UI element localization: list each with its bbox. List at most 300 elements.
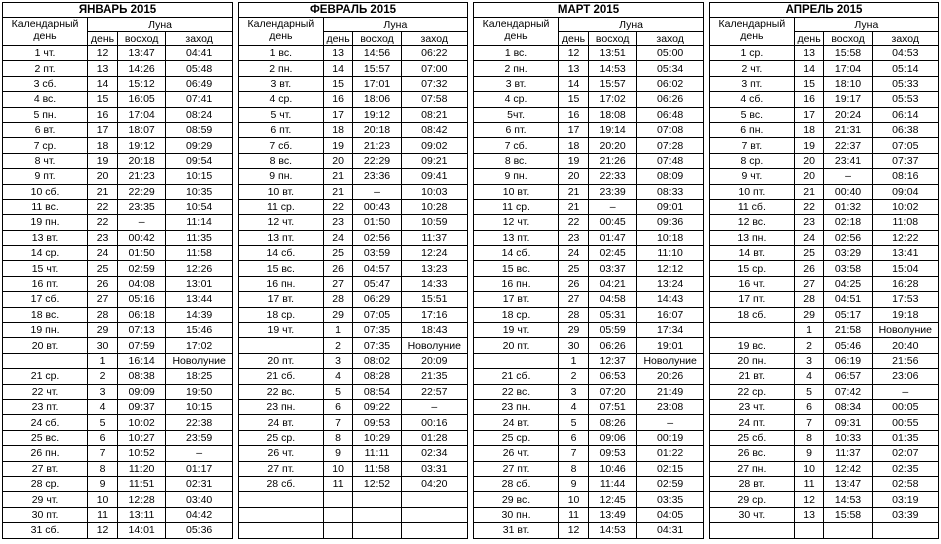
moonrise-cell: 06:57 bbox=[824, 369, 872, 384]
table-row bbox=[710, 492, 939, 507]
calendar-day-cell: 23 пн. bbox=[239, 399, 324, 414]
calendar-day-cell: 2 пн. bbox=[239, 61, 324, 76]
lunar-day-cell: 9 bbox=[559, 476, 589, 491]
moonrise-cell: 13:51 bbox=[588, 46, 636, 61]
lunar-day-cell: 6 bbox=[323, 399, 353, 414]
lunar-day-cell: 27 bbox=[559, 292, 589, 307]
table-row bbox=[3, 61, 233, 76]
calendar-day-cell: 18 сб. bbox=[710, 307, 795, 322]
table-row bbox=[710, 476, 939, 491]
table-row bbox=[474, 92, 704, 107]
calendar-day-cell: 8 чт. bbox=[3, 153, 88, 168]
table-row bbox=[3, 46, 233, 61]
moonrise-cell: 07:05 bbox=[353, 307, 401, 322]
calendar-day-cell: 29 ср. bbox=[710, 492, 795, 507]
calendar-day-cell: 21 сб. bbox=[239, 369, 324, 384]
calendar-day-cell: 8 ср. bbox=[710, 153, 795, 168]
lunar-day-cell: 10 bbox=[559, 492, 589, 507]
moonrise-header: восход bbox=[824, 32, 872, 46]
table-row bbox=[474, 169, 704, 184]
moonrise-cell: 08:02 bbox=[353, 353, 401, 368]
moonrise-cell: 06:26 bbox=[588, 338, 636, 353]
calendar-day-cell: 8 вс. bbox=[474, 153, 559, 168]
moonrise-cell: 04:08 bbox=[117, 276, 165, 291]
moonset-cell: 20:40 bbox=[872, 338, 938, 353]
moonset-cell: 10:54 bbox=[166, 199, 233, 214]
moonrise-cell: 11:20 bbox=[117, 461, 165, 476]
moonrise-cell: 05:17 bbox=[824, 307, 872, 322]
moonset-cell: 07:48 bbox=[637, 153, 704, 168]
lunar-day-cell: 20 bbox=[794, 169, 824, 184]
table-row bbox=[474, 384, 704, 399]
moonset-cell: 02:15 bbox=[637, 461, 704, 476]
calendar-day-cell: 26 вс. bbox=[710, 446, 795, 461]
calendar-day-cell: 26 чт. bbox=[474, 446, 559, 461]
moonrise-cell: 23:41 bbox=[824, 153, 872, 168]
table-row bbox=[710, 369, 939, 384]
moonset-cell: 12:22 bbox=[872, 230, 938, 245]
table-row bbox=[474, 323, 704, 338]
table-row bbox=[474, 138, 704, 153]
table-row bbox=[3, 292, 233, 307]
month-title: АПРЕЛЬ 2015 bbox=[710, 3, 939, 18]
calendar-day-header-line1: Календарный bbox=[718, 18, 786, 30]
table-row bbox=[239, 307, 468, 322]
moonset-cell: 15:04 bbox=[872, 261, 938, 276]
calendar-day-cell: 20 пт. bbox=[239, 353, 324, 368]
table-row bbox=[710, 415, 939, 430]
calendar-day-cell: 16 пт. bbox=[3, 276, 88, 291]
lunar-day-cell: 23 bbox=[88, 230, 118, 245]
calendar-day-cell: 15 вс. bbox=[474, 261, 559, 276]
lunar-day-cell: 21 bbox=[323, 184, 353, 199]
calendar-day-cell: 30 пт. bbox=[3, 507, 88, 522]
table-row bbox=[474, 46, 704, 61]
moonset-cell: 09:29 bbox=[166, 138, 233, 153]
moonset-cell: 23:08 bbox=[637, 399, 704, 414]
calendar-day-cell: 16 чт. bbox=[710, 276, 795, 291]
lunar-day-cell: 30 bbox=[88, 338, 118, 353]
moonrise-cell: 13:47 bbox=[117, 46, 165, 61]
lunar-day-cell: 16 bbox=[559, 107, 589, 122]
moonset-cell bbox=[401, 523, 467, 538]
moonrise-cell: 04:51 bbox=[824, 292, 872, 307]
table-row bbox=[3, 384, 233, 399]
calendar-day-cell: 26 пн. bbox=[3, 446, 88, 461]
moonrise-cell: 18:06 bbox=[353, 92, 401, 107]
lunar-day-cell: 13 bbox=[323, 46, 353, 61]
calendar-day-header-line1: Календарный bbox=[482, 18, 550, 30]
moonrise-cell: 01:32 bbox=[824, 199, 872, 214]
moonset-cell: 05:33 bbox=[872, 76, 938, 91]
moonrise-cell: 00:40 bbox=[824, 184, 872, 199]
table-row bbox=[3, 76, 233, 91]
table-row bbox=[474, 507, 704, 522]
lunar-day-cell: 21 bbox=[88, 184, 118, 199]
lunar-day-cell: 1 bbox=[794, 323, 824, 338]
table-row bbox=[710, 323, 939, 338]
lunar-day-cell: 17 bbox=[559, 122, 589, 137]
lunar-day-cell: 8 bbox=[323, 430, 353, 445]
moonrise-cell: 07:20 bbox=[588, 384, 636, 399]
lunar-day-cell: 23 bbox=[323, 215, 353, 230]
moonset-cell: 18:43 bbox=[401, 323, 467, 338]
calendar-day-cell: 19 пн. bbox=[3, 215, 88, 230]
moonrise-cell: 14:53 bbox=[588, 61, 636, 76]
table-row bbox=[3, 476, 233, 491]
table-row bbox=[239, 261, 468, 276]
lunar-day-cell: 1 bbox=[88, 353, 118, 368]
calendar-day-cell: 22 чт. bbox=[3, 384, 88, 399]
moonrise-cell: 11:51 bbox=[117, 476, 165, 491]
moonrise-cell: 15:57 bbox=[353, 61, 401, 76]
moonrise-cell bbox=[353, 492, 401, 507]
moonrise-cell: 17:02 bbox=[588, 92, 636, 107]
table-row bbox=[710, 122, 939, 137]
moonrise-cell: 22:33 bbox=[588, 169, 636, 184]
calendar-day-cell: 20 вт. bbox=[3, 338, 88, 353]
moonset-cell: 07:08 bbox=[637, 122, 704, 137]
lunar-day-cell: 7 bbox=[88, 446, 118, 461]
month-title: МАРТ 2015 bbox=[474, 3, 704, 18]
lunar-day-cell: 14 bbox=[88, 76, 118, 91]
table-row bbox=[3, 246, 233, 261]
moonset-cell: 08:59 bbox=[166, 122, 233, 137]
lunar-day-cell: 11 bbox=[559, 507, 589, 522]
calendar-day-cell: 2 чт. bbox=[710, 61, 795, 76]
moonrise-cell: 07:51 bbox=[588, 399, 636, 414]
moon-table bbox=[709, 2, 939, 539]
calendar-day-cell: 9 пн. bbox=[239, 169, 324, 184]
month-march bbox=[473, 2, 704, 542]
moonset-cell: 20:09 bbox=[401, 353, 467, 368]
lunar-day-cell: 3 bbox=[794, 353, 824, 368]
moonset-cell: 19:18 bbox=[872, 307, 938, 322]
moonrise-cell: 19:12 bbox=[353, 107, 401, 122]
calendar-day-cell: 4 сб. bbox=[710, 92, 795, 107]
moonset-cell: 15:46 bbox=[166, 323, 233, 338]
moonrise-cell: 17:04 bbox=[824, 61, 872, 76]
table-row bbox=[710, 307, 939, 322]
calendar-day-cell: 6 вт. bbox=[3, 122, 88, 137]
table-row bbox=[239, 184, 468, 199]
calendar-day-header bbox=[474, 18, 559, 46]
moonrise-cell: 14:56 bbox=[353, 46, 401, 61]
table-row bbox=[3, 492, 233, 507]
moonset-cell: 00:16 bbox=[401, 415, 467, 430]
moonset-cell: 09:01 bbox=[637, 199, 704, 214]
table-row bbox=[3, 369, 233, 384]
moonset-cell: 11:37 bbox=[401, 230, 467, 245]
lunar-day-cell: 8 bbox=[794, 430, 824, 445]
calendar-day-cell: 16 пн. bbox=[239, 276, 324, 291]
moonrise-cell: 17:01 bbox=[353, 76, 401, 91]
moonset-cell: 05:48 bbox=[166, 61, 233, 76]
moonrise-cell: 15:57 bbox=[588, 76, 636, 91]
moonrise-cell: 08:34 bbox=[824, 399, 872, 414]
moonset-cell: 21:49 bbox=[637, 384, 704, 399]
moonset-cell: 10:15 bbox=[166, 399, 233, 414]
moonset-cell: 12:12 bbox=[637, 261, 704, 276]
table-row bbox=[474, 446, 704, 461]
moonrise-cell: 06:53 bbox=[588, 369, 636, 384]
lunar-day-cell: 8 bbox=[88, 461, 118, 476]
table-row bbox=[474, 107, 704, 122]
lunar-day-cell: 7 bbox=[323, 415, 353, 430]
moonset-cell: 07:05 bbox=[872, 138, 938, 153]
moonrise-cell: 08:38 bbox=[117, 369, 165, 384]
moonrise-cell: – bbox=[588, 199, 636, 214]
moonrise-cell: 09:22 bbox=[353, 399, 401, 414]
calendar-day-cell: 16 пн. bbox=[474, 276, 559, 291]
calendar-day-cell bbox=[239, 507, 324, 522]
moonrise-cell: 02:56 bbox=[353, 230, 401, 245]
moonrise-cell: 02:18 bbox=[824, 215, 872, 230]
moonset-cell: 12:26 bbox=[166, 261, 233, 276]
moon-header: Луна bbox=[794, 18, 938, 32]
moonrise-cell: 04:57 bbox=[353, 261, 401, 276]
moonrise-header: восход bbox=[353, 32, 401, 46]
moonrise-cell: 07:59 bbox=[117, 338, 165, 353]
lunar-day-cell: 24 bbox=[88, 246, 118, 261]
lunar-day-cell: 5 bbox=[559, 415, 589, 430]
moonrise-header: восход bbox=[588, 32, 636, 46]
calendar-day-cell: 8 вс. bbox=[239, 153, 324, 168]
moonset-cell: 13:24 bbox=[637, 276, 704, 291]
calendar-day-cell: 27 пн. bbox=[710, 461, 795, 476]
table-row bbox=[3, 230, 233, 245]
table-row bbox=[3, 276, 233, 291]
moonrise-cell: 10:52 bbox=[117, 446, 165, 461]
calendar-day-cell bbox=[239, 523, 324, 538]
calendar-day-cell: 31 сб. bbox=[3, 523, 88, 538]
lunar-day-cell: 9 bbox=[88, 476, 118, 491]
calendar-day-cell: 10 вт. bbox=[239, 184, 324, 199]
lunar-day-cell: 15 bbox=[88, 92, 118, 107]
lunar-day-cell: 7 bbox=[794, 415, 824, 430]
lunar-day-cell: 10 bbox=[794, 461, 824, 476]
month-title: ЯНВАРЬ 2015 bbox=[3, 3, 233, 18]
table-row bbox=[239, 353, 468, 368]
moonset-cell: 10:59 bbox=[401, 215, 467, 230]
table-row bbox=[710, 107, 939, 122]
calendar-day-cell: 30 пн. bbox=[474, 507, 559, 522]
calendar-day-cell: 2 пт. bbox=[3, 61, 88, 76]
lunar-day-cell: 12 bbox=[88, 523, 118, 538]
calendar-day-cell: 1 вс. bbox=[239, 46, 324, 61]
moonset-cell: – bbox=[166, 446, 233, 461]
moonset-cell: 22:57 bbox=[401, 384, 467, 399]
moonset-cell: 02:35 bbox=[872, 461, 938, 476]
moonrise-cell: 22:29 bbox=[353, 153, 401, 168]
moonset-cell: 09:41 bbox=[401, 169, 467, 184]
lunar-day-cell: 4 bbox=[559, 399, 589, 414]
lunar-day-cell: 17 bbox=[88, 122, 118, 137]
moon-table bbox=[473, 2, 704, 539]
table-row bbox=[474, 369, 704, 384]
moonrise-cell: 21:23 bbox=[353, 138, 401, 153]
calendar-day-cell: 25 вс. bbox=[3, 430, 88, 445]
calendar-day-cell: 6 пн. bbox=[710, 122, 795, 137]
calendar-day-header bbox=[3, 18, 88, 46]
calendar-day-header-line2: день bbox=[269, 30, 293, 42]
moonset-cell: 07:00 bbox=[401, 61, 467, 76]
moonrise-cell: 20:18 bbox=[117, 153, 165, 168]
moonrise-cell: 09:09 bbox=[117, 384, 165, 399]
calendar-day-cell bbox=[239, 492, 324, 507]
moonrise-cell: 20:24 bbox=[824, 107, 872, 122]
moonrise-cell: 21:26 bbox=[588, 153, 636, 168]
calendar-day-cell: 14 ср. bbox=[3, 246, 88, 261]
calendar-day-cell: 7 сб. bbox=[239, 138, 324, 153]
table-row bbox=[710, 92, 939, 107]
table-row bbox=[239, 492, 468, 507]
lunar-day-cell: 14 bbox=[559, 76, 589, 91]
lunar-day-cell: 10 bbox=[323, 461, 353, 476]
calendar-day-cell: 24 вт. bbox=[239, 415, 324, 430]
moonset-header: заход bbox=[637, 32, 704, 46]
moonrise-cell: 13:11 bbox=[117, 507, 165, 522]
lunar-day-cell: 2 bbox=[323, 338, 353, 353]
calendar-day-cell: 9 пн. bbox=[474, 169, 559, 184]
moonrise-cell: 15:58 bbox=[824, 46, 872, 61]
lunar-day-cell: 3 bbox=[323, 353, 353, 368]
moonset-cell: 07:28 bbox=[637, 138, 704, 153]
table-row bbox=[239, 476, 468, 491]
table-row bbox=[474, 76, 704, 91]
moonset-cell: Новолуние bbox=[166, 353, 233, 368]
table-row bbox=[474, 230, 704, 245]
lunar-day-cell: 20 bbox=[794, 153, 824, 168]
moonset-cell: 00:19 bbox=[637, 430, 704, 445]
moonrise-cell: 04:21 bbox=[588, 276, 636, 291]
table-row bbox=[3, 215, 233, 230]
lunar-day-header: день bbox=[559, 32, 589, 46]
lunar-day-cell: 15 bbox=[794, 76, 824, 91]
lunar-day-cell: 9 bbox=[794, 446, 824, 461]
moonrise-cell: 15:58 bbox=[824, 507, 872, 522]
table-row bbox=[239, 338, 468, 353]
moonrise-cell: 05:47 bbox=[353, 276, 401, 291]
moonset-cell: 01:35 bbox=[872, 430, 938, 445]
moonrise-cell: 09:37 bbox=[117, 399, 165, 414]
moonrise-cell: 05:16 bbox=[117, 292, 165, 307]
lunar-day-cell: 28 bbox=[794, 292, 824, 307]
moonrise-cell: 05:31 bbox=[588, 307, 636, 322]
lunar-day-cell: 11 bbox=[323, 476, 353, 491]
calendar-day-cell: 15 вс. bbox=[239, 261, 324, 276]
table-row bbox=[239, 399, 468, 414]
table-row bbox=[474, 276, 704, 291]
moonset-cell: 05:36 bbox=[166, 523, 233, 538]
moonset-cell: Новолуние bbox=[872, 323, 938, 338]
lunar-day-cell bbox=[323, 492, 353, 507]
moonrise-cell: 22:29 bbox=[117, 184, 165, 199]
lunar-day-cell: 19 bbox=[88, 153, 118, 168]
table-row bbox=[474, 353, 704, 368]
calendar-day-cell: 14 сб. bbox=[239, 246, 324, 261]
table-row bbox=[474, 338, 704, 353]
calendar-day-cell: 28 ср. bbox=[3, 476, 88, 491]
calendar-day-cell: 27 пт. bbox=[239, 461, 324, 476]
calendar-day-cell: 22 вс. bbox=[239, 384, 324, 399]
calendar-day-header-line2: день bbox=[33, 30, 57, 42]
moonset-cell: 08:09 bbox=[637, 169, 704, 184]
lunar-day-cell: 22 bbox=[88, 215, 118, 230]
table-row bbox=[239, 215, 468, 230]
month-april bbox=[709, 2, 939, 542]
moonrise-cell: 05:46 bbox=[824, 338, 872, 353]
calendar-day-cell: 14 сб. bbox=[474, 246, 559, 261]
table-row bbox=[474, 476, 704, 491]
lunar-day-cell: 17 bbox=[323, 107, 353, 122]
calendar-day-cell: 20 пт. bbox=[474, 338, 559, 353]
moonrise-cell: 21:58 bbox=[824, 323, 872, 338]
lunar-day-cell: 18 bbox=[559, 138, 589, 153]
moonrise-cell: 13:47 bbox=[824, 476, 872, 491]
table-row bbox=[239, 507, 468, 522]
moonset-cell: 10:35 bbox=[166, 184, 233, 199]
calendar-day-cell: 4 ср. bbox=[239, 92, 324, 107]
moonrise-cell: 21:31 bbox=[824, 122, 872, 137]
table-row bbox=[474, 246, 704, 261]
moonrise-cell: 10:46 bbox=[588, 461, 636, 476]
lunar-day-cell: 25 bbox=[794, 246, 824, 261]
lunar-day-cell: 26 bbox=[88, 276, 118, 291]
calendar-day-cell: 17 сб. bbox=[3, 292, 88, 307]
table-row bbox=[474, 215, 704, 230]
moonset-cell: 01:17 bbox=[166, 461, 233, 476]
moonrise-cell: 00:42 bbox=[117, 230, 165, 245]
table-row bbox=[239, 276, 468, 291]
moonrise-cell: 04:58 bbox=[588, 292, 636, 307]
lunar-day-cell: 1 bbox=[559, 353, 589, 368]
moonrise-cell: 10:33 bbox=[824, 430, 872, 445]
calendar-day-cell: 21 вт. bbox=[710, 369, 795, 384]
lunar-day-cell: 9 bbox=[323, 446, 353, 461]
calendar-day-cell: 15 чт. bbox=[3, 261, 88, 276]
calendar-day-cell: 25 сб. bbox=[710, 430, 795, 445]
table-row bbox=[239, 76, 468, 91]
moonset-cell: 06:22 bbox=[401, 46, 467, 61]
moonset-cell: 07:32 bbox=[401, 76, 467, 91]
lunar-day-cell: 30 bbox=[559, 338, 589, 353]
moonset-cell: 17:02 bbox=[166, 338, 233, 353]
lunar-day-cell: 3 bbox=[559, 384, 589, 399]
moonset-cell: 20:26 bbox=[637, 369, 704, 384]
calendar-day-cell: 13 пт. bbox=[474, 230, 559, 245]
moonset-cell: 13:23 bbox=[401, 261, 467, 276]
moonset-cell: 07:37 bbox=[872, 153, 938, 168]
lunar-day-cell: 22 bbox=[323, 199, 353, 214]
moonrise-cell: 11:11 bbox=[353, 446, 401, 461]
table-row bbox=[474, 399, 704, 414]
table-row bbox=[474, 153, 704, 168]
lunar-day-cell: 23 bbox=[794, 215, 824, 230]
lunar-day-cell: 4 bbox=[794, 369, 824, 384]
moonset-cell: 07:41 bbox=[166, 92, 233, 107]
calendar-day-cell: 22 вс. bbox=[474, 384, 559, 399]
table-row bbox=[474, 184, 704, 199]
moonrise-cell: 18:10 bbox=[824, 76, 872, 91]
table-row bbox=[710, 169, 939, 184]
calendar-day-cell: 4 ср. bbox=[474, 92, 559, 107]
lunar-day-cell: 6 bbox=[559, 430, 589, 445]
table-row bbox=[710, 184, 939, 199]
table-row bbox=[3, 153, 233, 168]
moon-header: Луна bbox=[88, 18, 233, 32]
table-row bbox=[3, 323, 233, 338]
